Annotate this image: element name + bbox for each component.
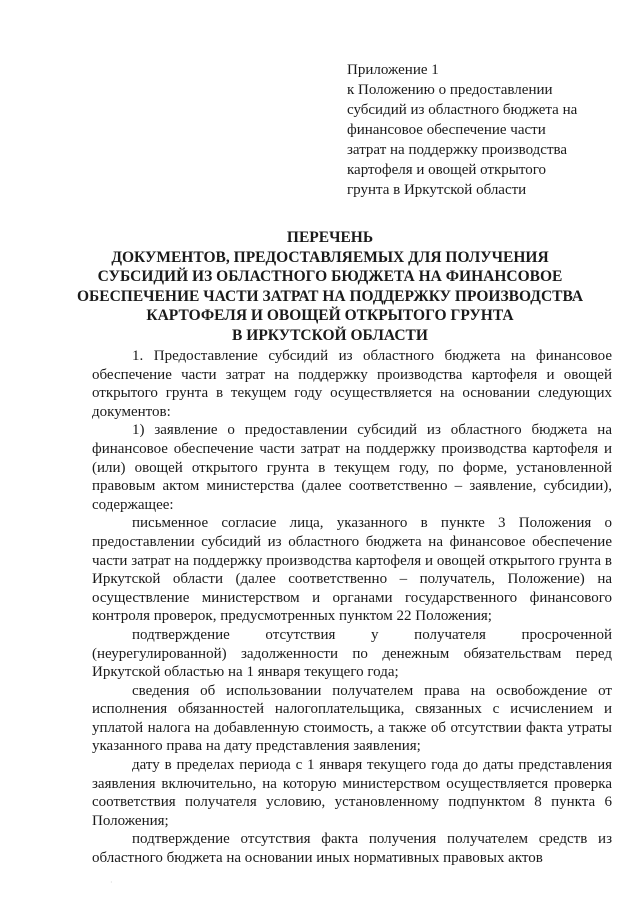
appendix-line: затрат на поддержку производства	[347, 142, 568, 158]
body-paragraph: письменное согласие лица, указанного в пункте 3 Положения о предоставлении субсидий из областного бюджета на финансовое обеспечение части затрат на поддержку производства картофеля и овощей открытого грунта в Иркутской области (далее соответственно – получатель, Положение) на осуществление министерством и органами государственного финансового контроля проверок, предусмотренных пунктом 22 Положения;	[92, 515, 612, 625]
body-paragraph: дату в пределах периода с 1 января текущего года до даты представления заявления включительно, на которую министерством осуществляется проверка соответствия получателя условию, установленному подпунктом 8 пункта 6 Положения;	[92, 757, 612, 829]
title-line: ПЕРЕЧЕНЬ	[286, 229, 374, 246]
body-paragraph: подтверждение отсутствия факта получения получателем средств из областного бюджета на основании иных нормативных правовых актов	[92, 831, 612, 867]
appendix-line: финансовое обеспечение части	[347, 122, 546, 138]
appendix-line: к Положению о предоставлении	[347, 82, 553, 98]
document-title	[40, 228, 620, 346]
appendix-line: картофеля и овощей открытого	[347, 162, 546, 178]
appendix-line: Приложение 1	[347, 62, 439, 78]
title-line: СУБСИДИЙ ИЗ ОБЛАСТНОГО БЮДЖЕТА НА ФИНАНСОВОЕ	[97, 268, 563, 286]
appendix-line: грунта в Иркутской области	[347, 182, 527, 198]
body-paragraph: подтверждение отсутствия у получателя просроченной (неурегулированной) задолженности по денежным обязательствам перед Иркутской областью на 1 января текущего года;	[92, 626, 612, 681]
title-line: ОБЕСПЕЧЕНИЕ ЧАСТИ ЗАТРАТ НА ПОДДЕРЖКУ ПРОИЗВОДСТВА	[76, 287, 584, 305]
scan-speck: ·	[110, 878, 113, 887]
title-line: КАРТОФЕЛЯ И ОВОЩЕЙ ОТКРЫТОГО ГРУНТА	[146, 307, 514, 325]
appendix-line: субсидий из областного бюджета на	[347, 102, 578, 118]
title-line: В ИРКУТСКОЙ ОБЛАСТИ	[232, 326, 428, 344]
body-paragraph: сведения об использовании получателем права на освобождение от исполнения обязанностей налогоплательщика, связанных с исчислением и уплатой налога на добавленную стоимость, а также об отсутствии факта утраты указанного права на дату представления заявления;	[92, 682, 612, 755]
body-paragraph: 1) заявление о предоставлении субсидий из областного бюджета на финансовое обеспечение части затрат на поддержку производства картофеля и (или) овощей открытого грунта в текущем году, по форме, установленной правовым актом министерства (далее соответственно – заявление, субсидии), содержащее:	[92, 422, 612, 513]
appendix-header	[347, 60, 607, 200]
body-paragraph: 1. Предоставление субсидий из областного бюджета на финансовое обеспечение части затрат на поддержку производства картофеля и овощей открытого грунта в текущем году осуществляется на основании следующих документов:	[92, 348, 612, 420]
document-body	[92, 347, 612, 868]
title-line: ДОКУМЕНТОВ, ПРЕДОСТАВЛЯЕМЫХ ДЛЯ ПОЛУЧЕНИЯ	[111, 248, 549, 266]
